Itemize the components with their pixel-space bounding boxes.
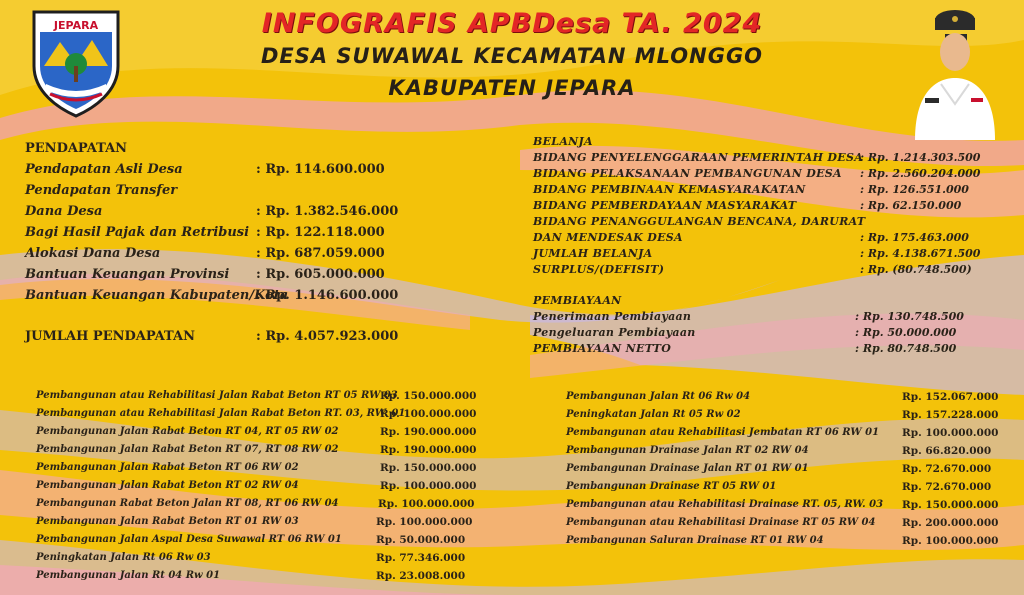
- project-value: Rp. 66.820.000: [902, 445, 992, 457]
- belanja-item-label: BIDANG PEMBINAAN KEMASYARAKATAN: [533, 183, 806, 196]
- belanja-item-label: BIDANG PEMBERDAYAAN MASYARAKAT: [533, 199, 797, 212]
- project-value: Rp. 157.228.000: [902, 409, 999, 421]
- project-label: Pembangunan atau Rehabilitasi Jalan Rabat Beton RT. 03, RW. 01: [36, 408, 406, 419]
- project-value: Rp. 77.346.000: [376, 552, 466, 564]
- pembiayaan-item-value: : Rp. 130.748.500: [855, 310, 964, 323]
- pendapatan-heading: PENDAPATAN: [25, 141, 128, 156]
- project-label: Pembangunan Jalan Rabat Beton RT 04, RT 05 RW 02: [36, 426, 339, 437]
- pendapatan-item-label: Alokasi Dana Desa: [25, 246, 161, 261]
- surplus-defisit-value: : Rp. (80.748.500): [860, 263, 972, 276]
- pendapatan-item-label: Bantuan Keuangan Kabupaten/Kota: [25, 288, 289, 303]
- belanja-item-label: DAN MENDESAK DESA: [533, 231, 683, 244]
- project-value: Rp. 72.670.000: [902, 463, 992, 475]
- project-value: Rp. 72.670.000: [902, 481, 992, 493]
- project-label: Pembangunan atau Rehabilitasi Drainase RT 05 RW 04: [566, 517, 876, 528]
- page-title: INFOGRAFIS APBDesa TA. 2024: [261, 8, 763, 39]
- pendapatan-item-label: Pendapatan Asli Desa: [25, 162, 183, 177]
- pendapatan-item-value: : Rp. 122.118.000: [256, 225, 385, 240]
- jumlah-pendapatan-label: JUMLAH PENDAPATAN: [25, 329, 195, 344]
- project-label: Pembangunan atau Rehabilitasi Jembatan RT 06 RW 01: [566, 427, 880, 438]
- project-label: Pembangunan Drainase Jalan RT 01 RW 01: [566, 463, 809, 474]
- svg-text:JEPARA: JEPARA: [53, 19, 99, 32]
- project-value: Rp. 100.000.000: [378, 498, 475, 510]
- pembiayaan-item-label: Pengeluaran Pembiayaan: [533, 326, 696, 339]
- project-value: Rp. 23.008.000: [376, 570, 466, 582]
- jumlah-pendapatan-value: : Rp. 4.057.923.000: [256, 329, 399, 344]
- belanja-item-label: BIDANG PENANGGULANGAN BENCANA, DARURAT: [533, 215, 866, 228]
- project-value: Rp. 200.000.000: [902, 517, 999, 529]
- project-value: Rp. 100.000.000: [380, 408, 477, 420]
- project-value: Rp. 100.000.000: [902, 535, 999, 547]
- pembiayaan-item-label: Penerimaan Pembiayaan: [533, 310, 692, 323]
- pendapatan-item-value: : Rp. 687.059.000: [256, 246, 385, 261]
- pendapatan-item-value: : Rp. 1.146.600.000: [256, 288, 399, 303]
- pendapatan-item-label: Pendapatan Transfer: [25, 183, 178, 198]
- pendapatan-item-label: Bagi Hasil Pajak dan Retribusi: [25, 225, 250, 240]
- project-label: Pembangunan Saluran Drainase RT 01 RW 04: [566, 535, 824, 546]
- pendapatan-item-value: : Rp. 114.600.000: [256, 162, 385, 177]
- project-label: Pembangunan Jalan Aspal Desa Suwawal RT 06 RW 01: [36, 534, 342, 545]
- pendapatan-item-label: Dana Desa: [25, 204, 103, 219]
- project-value: Rp. 190.000.000: [380, 426, 477, 438]
- surplus-defisit-label: SURPLUS/(DEFISIT): [533, 263, 665, 276]
- project-value: Rp. 100.000.000: [380, 480, 477, 492]
- project-label: Pembangunan Jalan Rabat Beton RT 01 RW 03: [36, 516, 299, 527]
- belanja-item-label: BIDANG PELAKSANAAN PEMBANGUNAN DESA: [533, 167, 842, 180]
- project-label: Pembangunan Jalan Rabat Beton RT 02 RW 04: [36, 480, 299, 491]
- jumlah-belanja-label: JUMLAH BELANJA: [533, 247, 653, 260]
- project-value: Rp. 100.000.000: [376, 516, 473, 528]
- project-value: Rp. 150.000.000: [380, 390, 477, 402]
- project-label: Pembangunan Drainase Jalan RT 02 RW 04: [566, 445, 809, 456]
- project-label: Peningkatan Jalan Rt 06 Rw 03: [36, 552, 211, 563]
- pendapatan-item-value: : Rp. 1.382.546.000: [256, 204, 399, 219]
- project-value: Rp. 150.000.000: [380, 462, 477, 474]
- project-label: Pembangunan Drainase RT 05 RW 01: [566, 481, 777, 492]
- project-label: Pembangunan atau Rehabilitasi Drainase RT. 05, RW. 03: [566, 499, 884, 510]
- pembiayaan-heading: PEMBIAYAAN: [533, 294, 622, 307]
- project-label: Pembangunan Jalan Rabat Beton RT 06 RW 02: [36, 462, 299, 473]
- project-label: Pembangunan Rabat Beton Jalan RT 08, RT 06 RW 04: [36, 498, 339, 509]
- belanja-item-label: BIDANG PENYELENGGARAAN PEMERINTAH DESA: [533, 151, 864, 164]
- project-value: Rp. 152.067.000: [902, 391, 999, 403]
- project-value: Rp. 100.000.000: [902, 427, 999, 439]
- project-label: Pembangunan atau Rehabilitasi Jalan Rabat Beton RT 05 RW 03: [36, 390, 398, 401]
- pembiayaan-netto-value: : Rp. 80.748.500: [855, 342, 957, 355]
- pendapatan-item-label: Bantuan Keuangan Provinsi: [25, 267, 230, 282]
- belanja-item-value: : Rp. 2.560.204.000: [860, 167, 981, 180]
- pembiayaan-netto-label: PEMBIAYAAN NETTO: [533, 342, 672, 355]
- project-label: Peningkatan Jalan Rt 05 Rw 02: [566, 409, 741, 420]
- project-value: Rp. 50.000.000: [376, 534, 466, 546]
- belanja-heading: BELANJA: [533, 135, 593, 148]
- jumlah-belanja-value: : Rp. 4.138.671.500: [860, 247, 981, 260]
- project-label: Pembangunan Jalan Rabat Beton RT 07, RT 08 RW 02: [36, 444, 339, 455]
- regency-subtitle: KABUPATEN JEPARA: [388, 76, 636, 100]
- belanja-item-value: : Rp. 62.150.000: [860, 199, 962, 212]
- project-label: Pembangunan Jalan Rt 06 Rw 04: [566, 391, 751, 402]
- project-value: Rp. 190.000.000: [380, 444, 477, 456]
- village-subtitle: DESA SUWAWAL KECAMATAN MLONGGO: [260, 44, 764, 68]
- project-label: Pembangunan Jalan Rt 04 Rw 01: [36, 570, 221, 581]
- belanja-item-value: : Rp. 175.463.000: [860, 231, 969, 244]
- pembiayaan-item-value: : Rp. 50.000.000: [855, 326, 957, 339]
- belanja-item-value: : Rp. 126.551.000: [860, 183, 969, 196]
- pendapatan-item-value: : Rp. 605.000.000: [256, 267, 385, 282]
- belanja-item-value: : Rp. 1.214.303.500: [860, 151, 981, 164]
- project-value: Rp. 150.000.000: [902, 499, 999, 511]
